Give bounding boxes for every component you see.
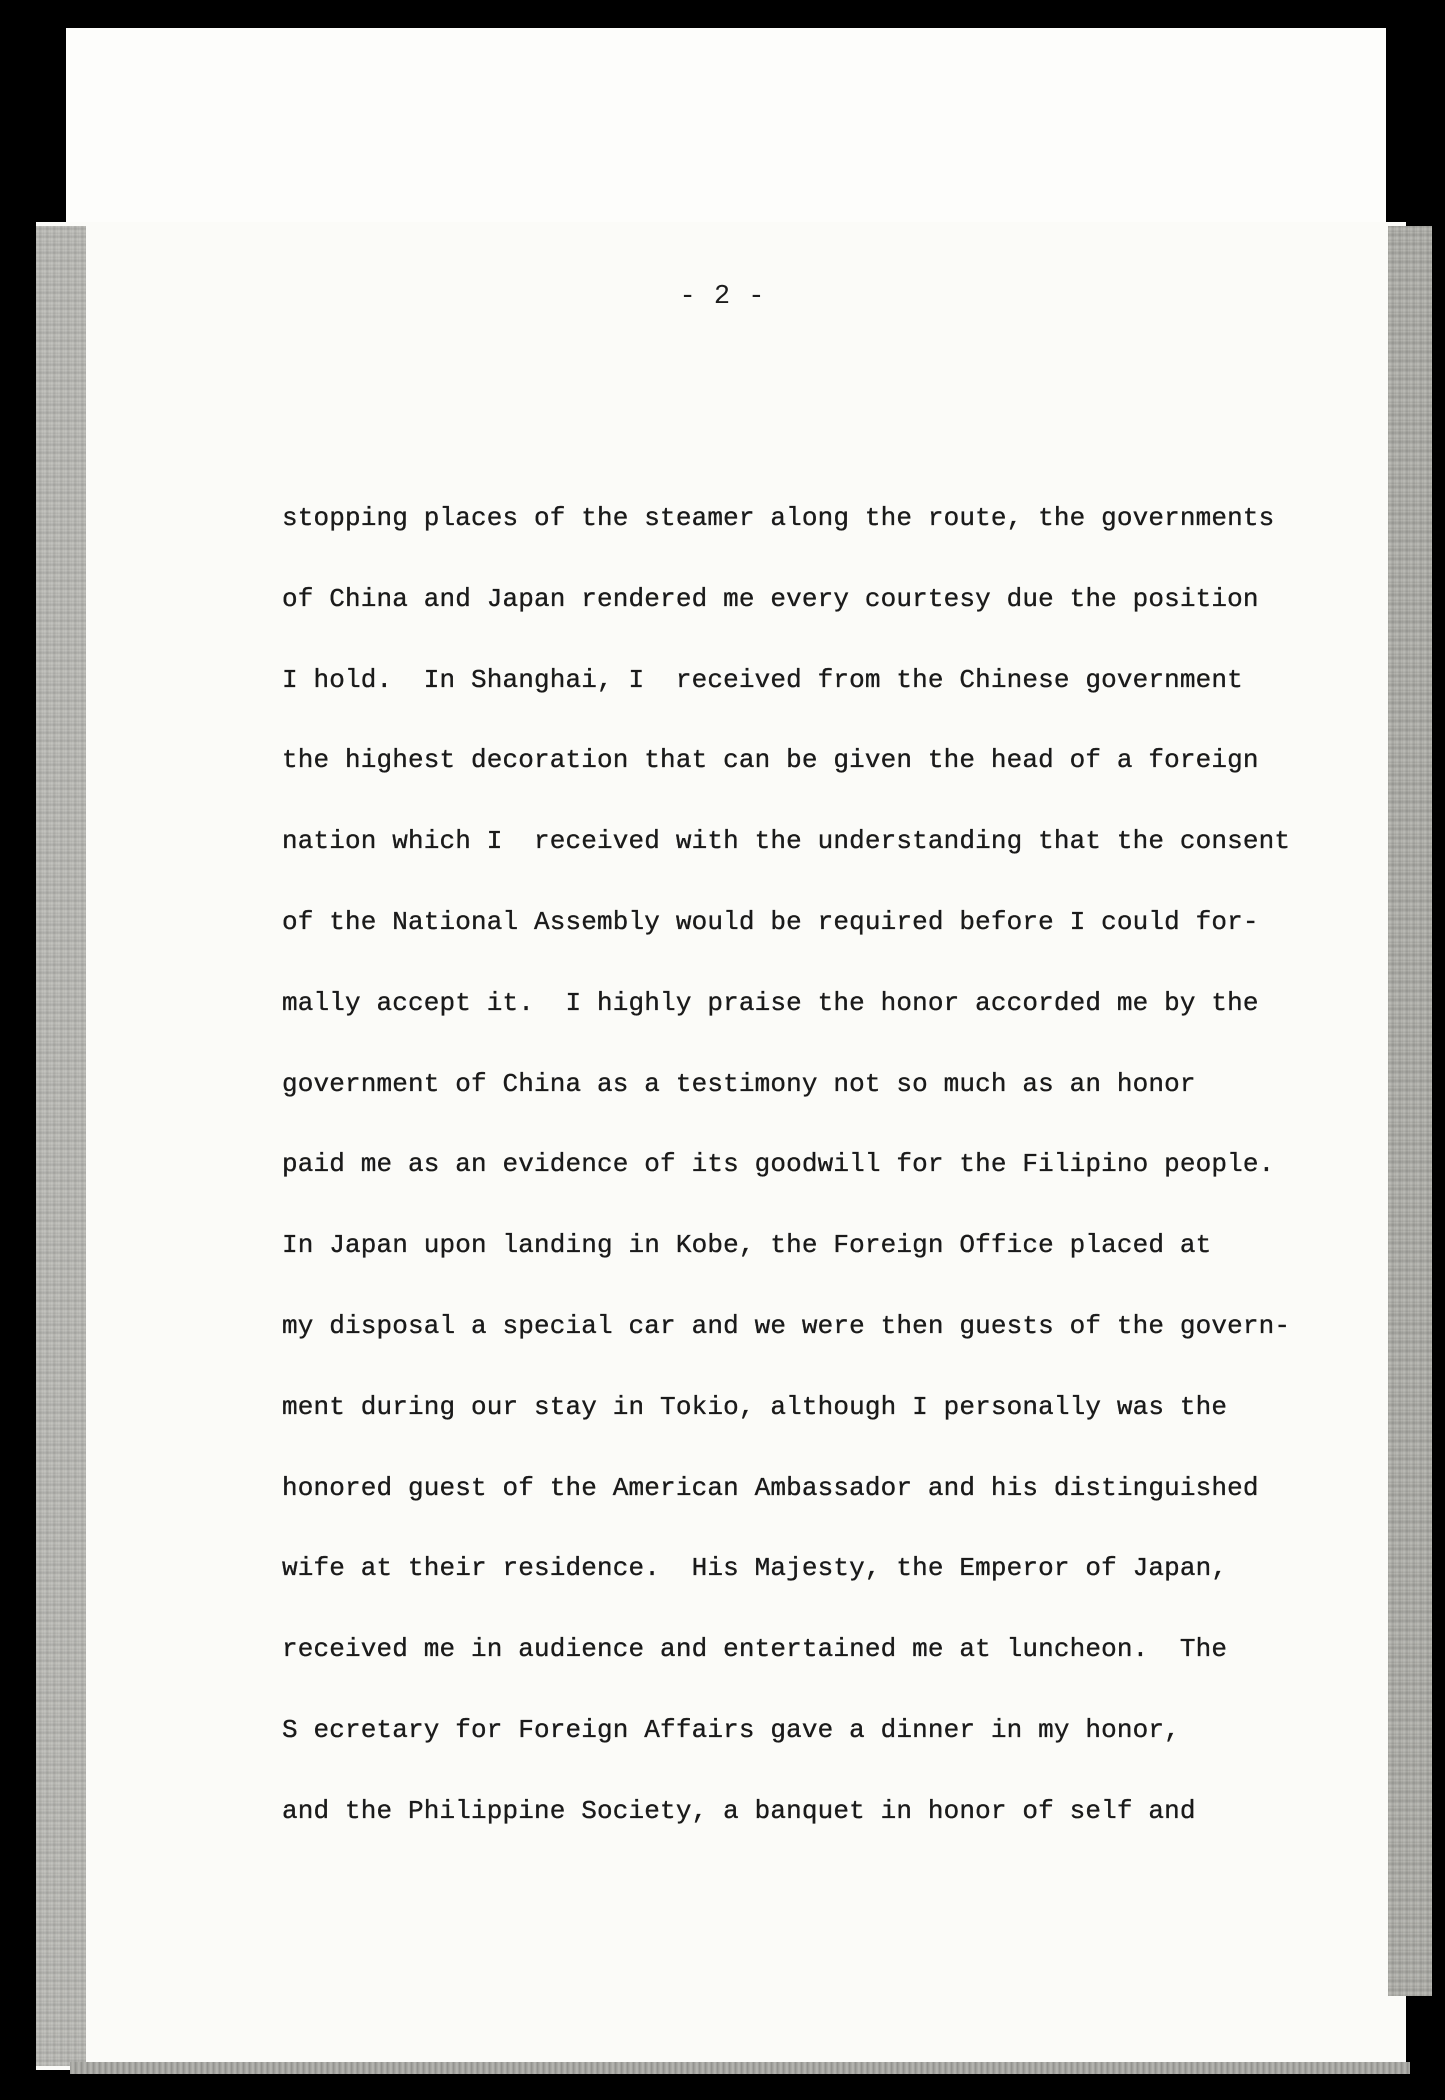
text-line: honored guest of the American Ambassador and his distinguished: [282, 1472, 1259, 1503]
scan-edge-left: [36, 226, 86, 2066]
text-line: nation which I received with the understanding that the consent: [282, 826, 1291, 857]
text-line: received me in audience and entertained me at luncheon. The: [282, 1634, 1228, 1665]
text-line: the highest decoration that can be given the head of a foreign: [282, 745, 1259, 776]
text-line: I hold. In Shanghai, I received from the Chinese government: [282, 664, 1243, 695]
text-line: paid me as an evidence of its goodwill for the Filipino people.: [282, 1149, 1275, 1180]
text-line: of the National Assembly would be required before I could for-: [282, 906, 1259, 937]
scan-edge-bottom: [70, 2062, 1410, 2074]
text-line: mally accept it. I highly praise the honor accorded me by the: [282, 987, 1259, 1018]
page-number: - 2 -: [679, 282, 766, 312]
scan-edge-right: [1388, 226, 1432, 1996]
text-line: ment during our stay in Tokio, although I personally was the: [282, 1391, 1228, 1422]
text-line: of China and Japan rendered me every courtesy due the position: [282, 583, 1259, 614]
text-line: S ecretary for Foreign Affairs gave a dinner in my honor,: [282, 1714, 1180, 1745]
body-text: [282, 492, 1362, 1866]
text-line: In Japan upon landing in Kobe, the Foreign Office placed at: [282, 1230, 1212, 1261]
text-line: stopping places of the steamer along the route, the governments: [282, 503, 1275, 533]
text-line: my disposal a special car and we were then guests of the govern-: [282, 1310, 1291, 1341]
text-line: wife at their residence. His Majesty, the Emperor of Japan,: [282, 1553, 1228, 1584]
text-line: and the Philippine Society, a banquet in honor of self and: [282, 1795, 1196, 1826]
text-line: government of China as a testimony not so much as an honor: [282, 1068, 1196, 1099]
